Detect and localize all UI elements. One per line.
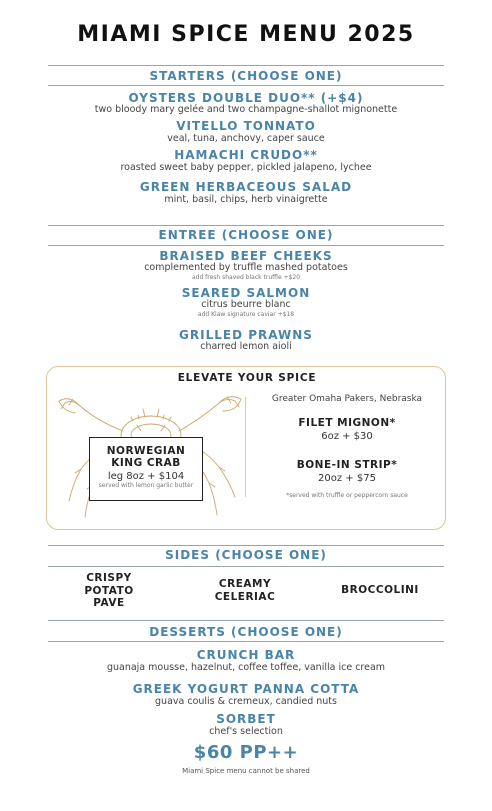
dish-oysters: OYSTERS DOUBLE DUO** (+$4) <box>128 91 364 105</box>
dish-desc: roasted sweet baby pepper, pickled jalapeno, lychee <box>120 162 372 173</box>
steak-price: 6oz + $30 <box>321 431 373 442</box>
divider <box>48 641 444 642</box>
crab-name: NORWEGIAN <box>106 445 186 457</box>
side-broccolini <box>322 584 438 597</box>
dish-salmon: SEARED SALMON <box>181 286 311 300</box>
side-label: BROCCOLINI <box>341 584 419 596</box>
side-label: CRISPY <box>86 572 132 584</box>
entree-heading: ENTREE (CHOOSE ONE) <box>158 228 334 242</box>
side-label: CELERIAC <box>214 590 276 603</box>
dish-prawns: GRILLED PRAWNS <box>179 328 313 342</box>
menu-title: MIAMI SPICE MENU 2025 <box>77 22 415 47</box>
dish-desc: citrus beurre blanc <box>201 299 291 310</box>
dish-desc: complemented by truffle mashed potatoes <box>144 262 348 273</box>
dish-sorbet: SORBET <box>216 712 276 726</box>
crab-price: leg 8oz + $104 <box>107 471 185 482</box>
crab-name: KING CRAB <box>111 457 181 469</box>
dish-vitello: VITELLO TONNATO <box>176 119 316 133</box>
sides-heading: SIDES (CHOOSE ONE) <box>165 548 327 562</box>
side-potato-pave <box>64 572 154 610</box>
steak-note: *served with truffle or peppercorn sauce <box>286 492 408 499</box>
dish-desc: guava coulis & cremeux, candied nuts <box>155 696 337 707</box>
elevate-heading: ELEVATE YOUR SPICE <box>177 372 317 384</box>
dish-desc: charred lemon aioli <box>200 341 292 352</box>
dish-desc: guanaja mousse, hazelnut, coffee toffee, vanilla ice cream <box>106 662 386 673</box>
footer-note: Miami Spice menu cannot be shared <box>182 767 310 775</box>
menu-price: $60 PP++ <box>193 742 299 763</box>
divider <box>48 566 444 567</box>
elevate-card <box>46 366 446 530</box>
dish-desc: two bloody mary gelée and two champagne-shallot mignonette <box>94 104 398 115</box>
side-celeriac <box>200 578 290 603</box>
dish-addon: add Klaw signature caviar +$18 <box>197 311 295 318</box>
divider <box>48 65 444 66</box>
dish-hamachi: HAMACHI CRUDO** <box>174 148 318 162</box>
dish-desc: chef's selection <box>209 726 283 737</box>
side-label: PAVE <box>93 597 125 609</box>
steak-filet: FILET MIGNON* <box>298 417 396 429</box>
steak-strip: BONE-IN STRIP* <box>296 459 398 471</box>
divider <box>48 85 444 86</box>
side-label: CREAMY <box>218 578 272 590</box>
desserts-heading: DESSERTS (CHOOSE ONE) <box>149 625 343 639</box>
vertical-divider <box>245 397 246 497</box>
dish-panna-cotta: GREEK YOGURT PANNA COTTA <box>132 682 360 696</box>
divider <box>48 245 444 246</box>
dish-beef-cheeks: BRAISED BEEF CHEEKS <box>159 249 333 263</box>
divider <box>48 620 444 621</box>
starters-heading: STARTERS (CHOOSE ONE) <box>149 69 343 83</box>
dish-desc: mint, basil, chips, herb vinaigrette <box>164 194 328 205</box>
crab-note: served with lemon garlic butter <box>98 482 194 489</box>
king-crab-box <box>89 437 203 501</box>
dish-salad: GREEN HERBACEOUS SALAD <box>139 180 353 194</box>
dish-desc: veal, tuna, anchovy, caper sauce <box>167 133 325 144</box>
dish-addon: add fresh shaved black truffle +$20 <box>191 274 301 281</box>
divider <box>48 225 444 226</box>
steak-price: 20oz + $75 <box>318 473 376 484</box>
divider <box>48 545 444 546</box>
side-label: POTATO <box>84 584 134 597</box>
dish-crunch-bar: CRUNCH BAR <box>196 648 296 662</box>
steak-origin: Greater Omaha Pakers, Nebraska <box>271 394 423 404</box>
